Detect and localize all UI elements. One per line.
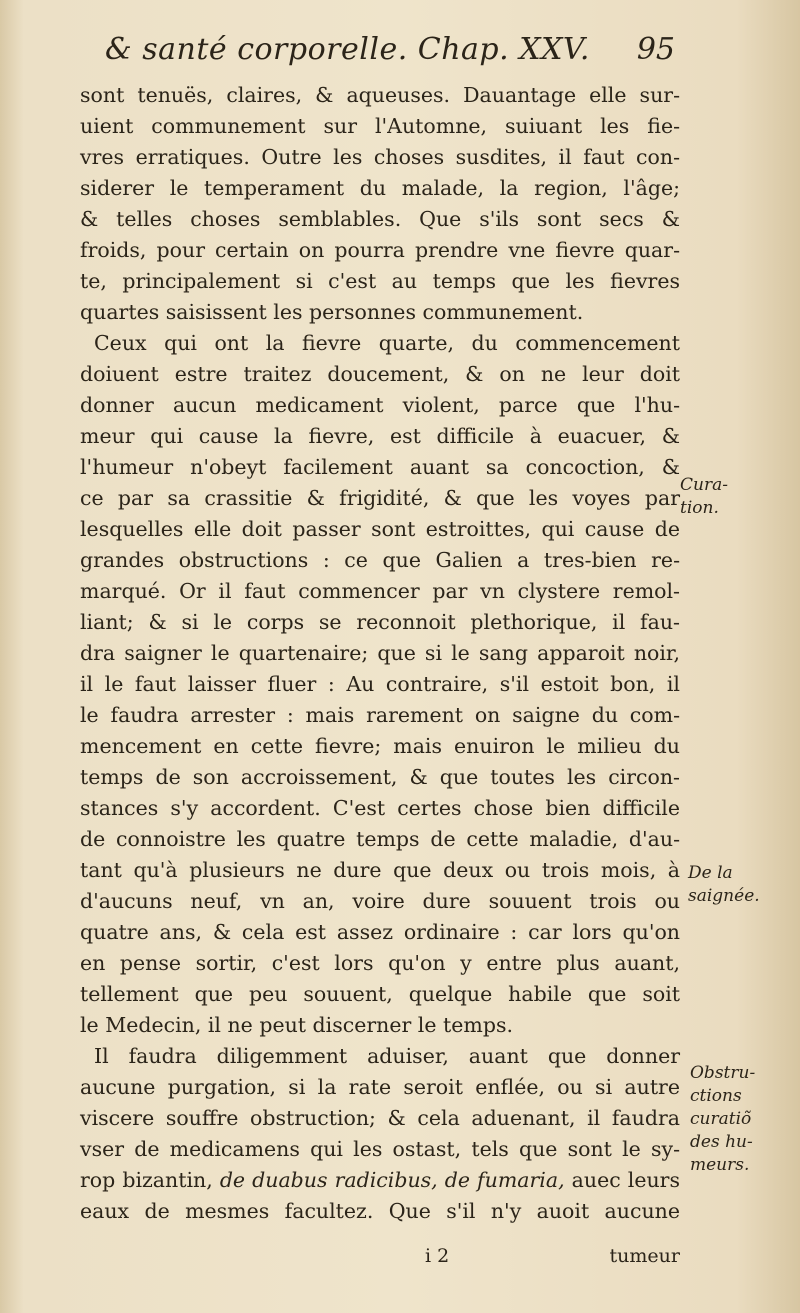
page-number: 95 <box>636 32 675 67</box>
page-footer <box>80 1245 680 1273</box>
text-line: eaux de mesmes facultez. Que s'il n'y auoit aucune <box>80 1199 680 1223</box>
text-line-latin <box>80 1165 680 1196</box>
text-line: vres erratiques. Outre les choses susdites, il faut con- <box>80 145 680 169</box>
text-line: sont tenuës, claires, & aqueuses. Dauantage elle sur- <box>80 83 680 107</box>
text-line: le Medecin, il ne peut discerner le temps. <box>80 1013 513 1037</box>
text-line: temps de son accroissement, & que toutes les circon- <box>80 765 680 789</box>
text-line: en pense sortir, c'est lors qu'on y entre plus auant, <box>80 951 680 975</box>
text-line: te, principalement si c'est au temps que les fievres <box>80 269 680 293</box>
text-line: vser de medicamens qui les ostast, tels que sont le sy- <box>80 1137 680 1161</box>
marginal-note-line: tion. <box>680 498 719 518</box>
text-line: quatre ans, & cela est assez ordinaire : car lors qu'on <box>80 920 680 944</box>
marginal-note-line: Obstru- <box>690 1063 756 1083</box>
text-line: marqué. Or il faut commencer par vn clystere remol- <box>80 579 680 603</box>
marginal-note-line: meurs. <box>690 1155 750 1175</box>
text-line: grandes obstructions : ce que Galien a tres-bien re- <box>80 548 680 572</box>
text-line: mencement en cette fievre; mais enuiron le milieu du <box>80 734 680 758</box>
catchword: tumeur <box>609 1245 680 1267</box>
text-line: stances s'y accordent. C'est certes chose bien difficile <box>80 796 680 820</box>
signature-mark: i 2 <box>425 1245 450 1267</box>
body-text <box>80 80 680 1227</box>
text-line: lesquelles elle doit passer sont estroittes, qui cause de <box>80 517 680 541</box>
text-line: quartes saisissent les personnes communement. <box>80 300 584 324</box>
text-line: dra saigner le quartenaire; que si le sang apparoit noir, <box>80 641 680 665</box>
marginal-note-line: des hu- <box>690 1132 753 1152</box>
marginal-note <box>680 474 728 520</box>
text-line: l'humeur n'obeyt facilement auant sa concoction, & <box>80 455 680 479</box>
text-line: ce par sa crassitie & frigidité, & que les voyes par <box>80 486 680 510</box>
marginal-note-line: Cura- <box>680 475 728 495</box>
text-line: doiuent estre traitez doucement, & on ne leur doit <box>80 362 680 386</box>
text-line: siderer le temperament du malade, la region, l'âge; <box>80 176 680 200</box>
text-line: Ceux qui ont la fievre quarte, du commencement <box>94 331 680 355</box>
text-line: uient communement sur l'Automne, suiuant les fie- <box>80 114 680 138</box>
text-line: donner aucun medicament violent, parce que l'hu- <box>80 393 680 417</box>
text-line: & telles choses semblables. Que s'ils sont secs & <box>80 207 680 231</box>
marginal-note <box>690 1062 755 1177</box>
text-line: le faudra arrester : mais rarement on saigne du com- <box>80 703 680 727</box>
latin-pre: rop bizantin, <box>80 1168 220 1192</box>
marginal-note <box>688 862 760 908</box>
running-title: & santé corporelle. Chap. XXV. <box>105 32 590 67</box>
marginal-note-line: curatiõ <box>690 1109 752 1129</box>
latin-post: auec leurs <box>564 1168 680 1192</box>
text-line: d'aucuns neuf, vn an, voire dure souuent trois ou <box>80 889 680 913</box>
text-line: tellement que peu souuent, quelque habile que soit <box>80 982 680 1006</box>
running-head <box>95 32 675 72</box>
text-line: meur qui cause la fievre, est difficile à euacuer, & <box>80 424 680 448</box>
text-line: Il faudra diligemment aduiser, auant que donner <box>94 1044 680 1068</box>
latin-italic: de duabus radicibus, de fumaria, <box>219 1168 565 1192</box>
text-line: aucune purgation, si la rate seroit enflée, ou si autre <box>80 1075 680 1099</box>
text-line: liant; & si le corps se reconnoit plethorique, il fau- <box>80 610 680 634</box>
text-line: tant qu'à plusieurs ne dure que deux ou trois mois, à <box>80 858 680 882</box>
text-line: de connoistre les quatre temps de cette maladie, d'au- <box>80 827 680 851</box>
text-line: il le faut laisser fluer : Au contraire, s'il estoit bon, il <box>80 672 680 696</box>
text-line: viscere souffre obstruction; & cela aduenant, il faudra <box>80 1106 680 1130</box>
marginal-note-line: saignée. <box>688 886 760 906</box>
marginal-note-line: ctions <box>690 1086 742 1106</box>
marginal-note-line: De la <box>688 863 733 883</box>
text-line: froids, pour certain on pourra prendre vne fievre quar- <box>80 238 680 262</box>
